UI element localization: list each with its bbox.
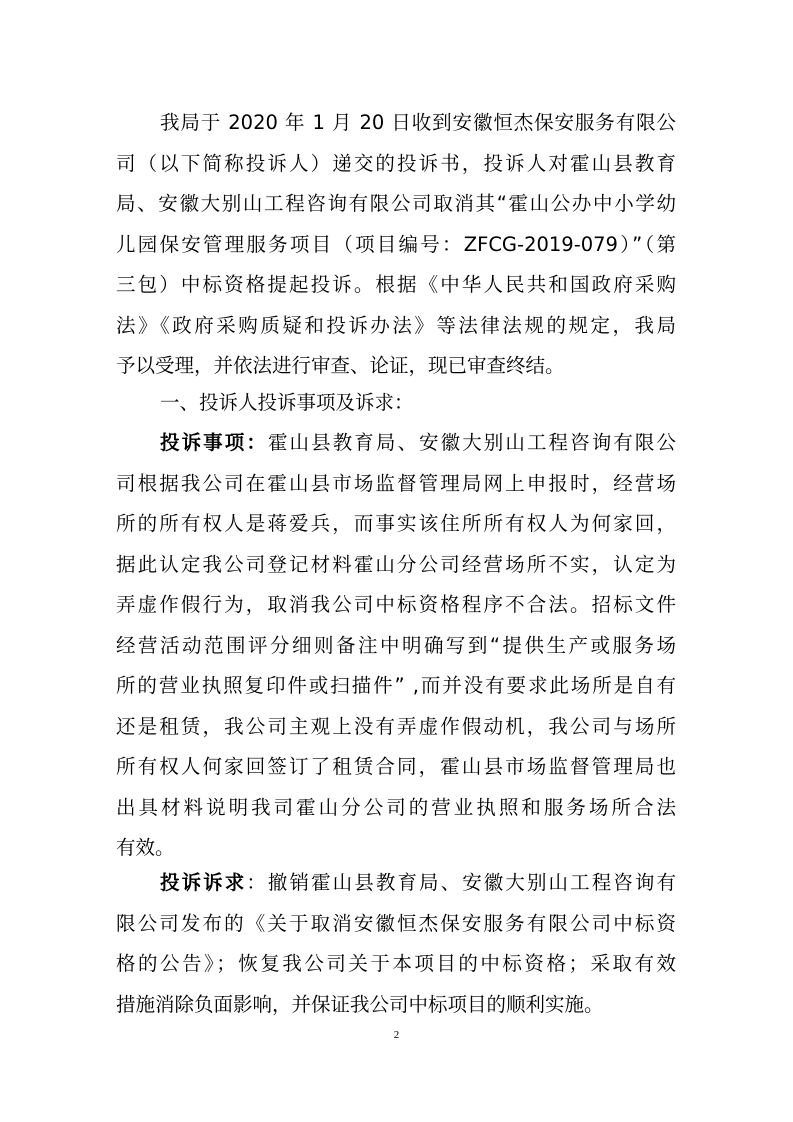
page-number: 2 <box>393 1029 400 1041</box>
section-heading-text: 一、投诉人投诉事项及诉求： <box>160 391 414 414</box>
paragraph-line: 弄虚作假行为，取消我公司中标资格程序不合法。招标文件 <box>116 593 676 616</box>
paragraph-line: 措施消除负面影响，并保证我公司中标项目的顺利实施。 <box>116 992 604 1016</box>
complaint-matters-paragraph <box>116 423 676 869</box>
complaint-demands-label: 投诉诉求 <box>160 871 247 894</box>
paragraph-line: 经营活动范围评分细则备注中明确写到“提供生产或服务场 <box>116 633 676 657</box>
paragraph-line: 三包）中标资格提起投诉。根据《中华人民共和国政府采购 <box>116 273 676 296</box>
paragraph-line: 司根据我公司在霍山县市场监督管理局网上申报时，经营场 <box>116 471 676 495</box>
paragraph-line: 所的营业执照复印件或扫描件” ,而并没有要求此场所是自有 <box>116 674 676 697</box>
paragraph-line: 予以受理，并依法进行审查、论证，现已审查终结。 <box>116 354 565 377</box>
paragraph-line: 限公司发布的《关于取消安徽恒杰保安服务有限公司中标资 <box>116 911 676 935</box>
section-heading <box>116 383 676 424</box>
paragraph-line: 司（以下简称投诉人）递交的投诉书，投诉人对霍山县教育 <box>116 151 676 175</box>
paragraph-line: 有效。 <box>116 836 175 859</box>
paragraph-line: 儿园保安管理服务项目（项目编号：ZFCG-2019-079）”（第 <box>116 232 676 256</box>
paragraph-line: 局、安徽大别山工程咨询有限公司取消其“霍山公办中小学幼 <box>116 192 676 215</box>
paragraph-line: 我局于 2020 年 1 月 20 日收到安徽恒杰保安服务有限公 <box>160 111 676 134</box>
paragraph-line: 所的所有权人是蒋爱兵，而事实该住所所有权人为何家回， <box>116 512 676 535</box>
paragraph-line: 所有权人何家回签订了租赁合同，霍山县市场监督管理局也 <box>116 755 676 778</box>
paragraph-line: 出具材料说明我司霍山分公司的营业执照和服务场所合法 <box>116 795 676 819</box>
paragraph-first-line <box>116 863 676 904</box>
paragraph-line: 还是租赁，我公司主观上没有弄虚作假动机，我公司与场所 <box>116 714 676 738</box>
paragraph-line: 法》《政府采购质疑和投诉办法》等法律法规的规定，我局 <box>116 313 676 337</box>
paragraph-first-line <box>116 423 676 464</box>
paragraph-line-rest: ：撤销霍山县教育局、安徽大别山工程咨询有 <box>246 871 676 894</box>
intro-paragraph <box>116 103 676 387</box>
paragraph-line: 据此认定我公司登记材料霍山分公司经营场所不实，认定为 <box>116 552 676 576</box>
complaint-matters-label: 投诉事项： <box>160 431 268 454</box>
paragraph-line-rest: 霍山县教育局、安徽大别山工程咨询有限公 <box>267 431 676 454</box>
paragraph-line: 格的公告》；恢复我公司关于本项目的中标资格；采取有效 <box>116 952 676 975</box>
complaint-demands-paragraph <box>116 863 676 1025</box>
